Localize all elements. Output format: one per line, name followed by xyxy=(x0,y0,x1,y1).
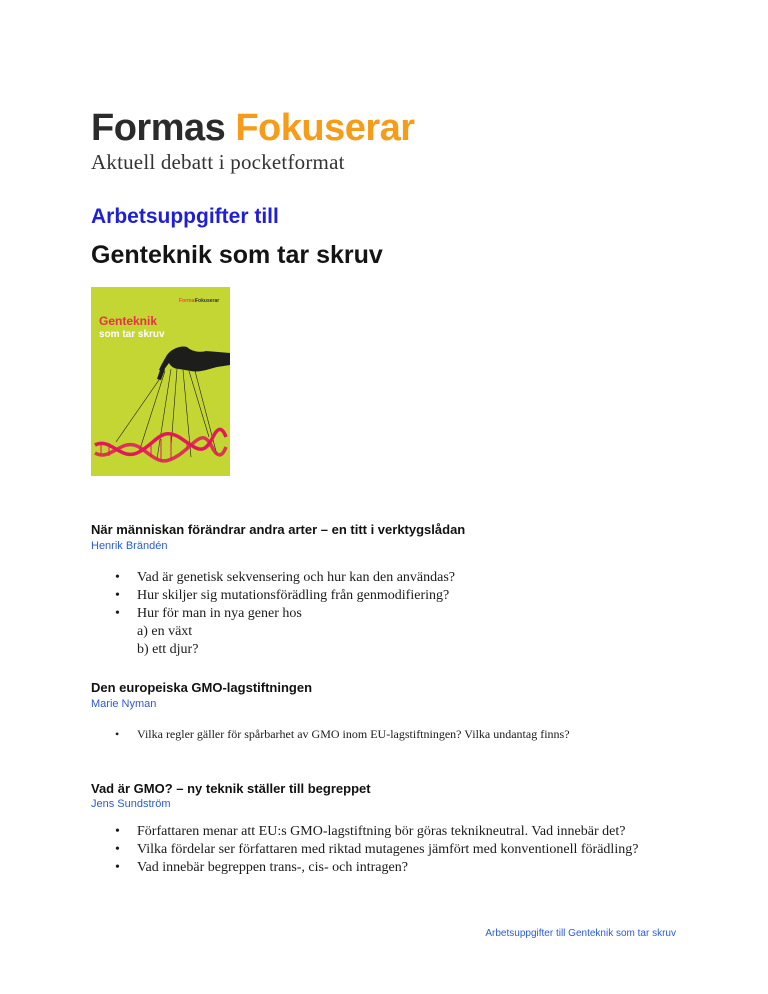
question-item xyxy=(115,605,455,659)
cover-title-line2: som tar skruv xyxy=(99,329,165,340)
question-item: • Vad är genetisk sekvensering och hur kan den användas? xyxy=(115,569,455,587)
question-list xyxy=(115,725,570,743)
question-list xyxy=(115,569,455,659)
logo-tagline: Aktuell debatt i pocketformat xyxy=(91,150,345,174)
question-item: • Vilka regler gäller för spårbarhet av GMO inom EU-lagstiftningen? Vilka undantag finns? xyxy=(115,725,570,743)
question-item: • Hur skiljer sig mutationsförädling från genmodifiering? xyxy=(115,587,455,605)
section-author: Henrik Brändén xyxy=(91,540,168,552)
section-title: Vad är GMO? – ny teknik ställer till begreppet xyxy=(91,781,371,796)
section-author: Marie Nyman xyxy=(91,698,157,710)
question-subitem: a) en växt xyxy=(137,624,193,639)
logo-word-formas: Formas xyxy=(91,107,226,149)
page-footer: Arbetsuppgifter till Genteknik som tar skruv xyxy=(485,928,676,939)
question-text: • Hur för man in nya gener hos xyxy=(137,606,302,621)
section-title: När människan förändrar andra arter – en titt i verktygslådan xyxy=(91,522,466,537)
question-item: • Författaren menar att EU:s GMO-lagstiftning bör göras teknikneutral. Vad innebär det? xyxy=(115,823,638,841)
section-author: Jens Sundström xyxy=(91,798,171,810)
formas-fokuserar-logo xyxy=(91,108,415,175)
question-item: • Vilka fördelar ser författaren med riktad mutagenes jämfört med konventionell förädling? xyxy=(115,841,638,859)
question-list xyxy=(115,823,638,877)
book-cover-image xyxy=(91,287,230,476)
logo-word-fokuserar: Fokuserar xyxy=(235,107,415,149)
cover-title-line1: Genteknik xyxy=(99,314,158,328)
question-item: • Vad innebär begreppen trans-, cis- och intragen? xyxy=(115,859,638,877)
page-title: Genteknik som tar skruv xyxy=(91,241,383,269)
page-subtitle: Arbetsuppgifter till xyxy=(91,205,279,228)
book-cover-illustration xyxy=(91,287,230,476)
section-title: Den europeiska GMO-lagstiftningen xyxy=(91,680,313,695)
cover-brand-formas: Formas xyxy=(179,298,198,304)
question-subitem: b) ett djur? xyxy=(137,642,199,657)
cover-brand-fokuserar: Fokuserar xyxy=(195,298,220,304)
